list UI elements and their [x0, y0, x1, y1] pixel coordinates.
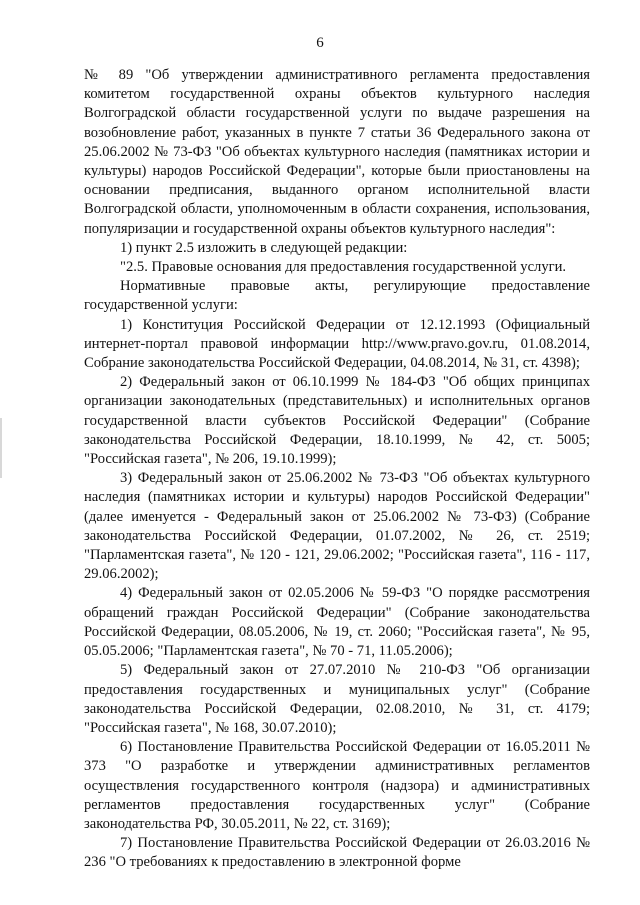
list-item-resolution-373: 6) Постановление Правительства Российской Федерации от 16.05.2011 № 373 "О разработке и утверждении административных регламентов осуществления государственного контроля (надзора) и административных регламентов предоставления государственных услуг" (Собрание законодательства РФ, 30.05.2011, № 22, ст. 3169); — [84, 739, 590, 832]
paragraph-legal-acts-intro: Нормативные правовые акты, регулирующие предоставление государственной услуги: — [84, 278, 590, 314]
list-item-law-73: 3) Федеральный закон от 25.06.2002 № 73-ФЗ "Об объектах культурного наследия (памятниках истории и культуры) народов Российской Федерации" (далее именуется - Федеральный закон от 25.06.2002 № 73-ФЗ) (Собрание законодательства Российской Федерации, 01.07.2002, № 26, ст. 2519; "Парламентская газета", № 120 - 121, 29.06.2002; "Российская газета", 116 - 117, 29.06.2002); — [84, 470, 590, 583]
paragraph-regulation-title: № 89 "Об утверждении административного регламента предоставления комитетом государственной охраны объектов культурного наследия Волгоградской области государственной услуги по выдаче разрешения на возобновление работ, указанных в пункте 7 статьи 36 Федерального закона от 25.06.2002 № 73-ФЗ "Об объектах культурного наследия (памятниках истории и культуры) народов Российской Федерации", которые были приостановлены на основании предписания, выданного органом исполнительной власти Волгоградской области, уполномоченным в области сохранения, использования, популяризации и государственной охраны объектов культурного наследия": — [84, 67, 590, 237]
page-number: 6 — [316, 35, 324, 51]
list-item-law-59: 4) Федеральный закон от 02.05.2006 № 59-ФЗ "О порядке рассмотрения обращений граждан Российской Федерации" (Собрание законодательства Российской Федерации, 08.05.2006, № 19, ст. 2060; "Российская газета", № 95, 05.05.2006; "Парламентская газета", № 70 - 71, 11.05.2006); — [84, 585, 590, 660]
paragraph-amendment-instruction: 1) пункт 2.5 изложить в следующей редакции: — [120, 239, 408, 256]
list-item-constitution: 1) Конституция Российской Федерации от 12.12.1993 (Официальный интернет-портал правовой информации http://www.pravo.gov.ru, 01.08.2014, Собрание законодательства Российской Федерации, 04.08.2014, № 31, ст. 4398); — [84, 316, 590, 372]
list-item-resolution-236: 7) Постановление Правительства Российской Федерации от 26.03.2016 № 236 "О требованиях к предоставлению в электронной форме — [84, 835, 590, 871]
document-body — [84, 66, 590, 873]
scan-edge-mark — [0, 418, 2, 478]
paragraph-section-heading: "2.5. Правовые основания для предоставления государственной услуги. — [120, 259, 567, 276]
list-item-law-210: 5) Федеральный закон от 27.07.2010 № 210-ФЗ "Об организации предоставления государственных и муниципальных услуг" (Собрание законодательства Российской Федерации, 02.08.2010, № 31, ст. 4179; "Российская газета", № 168, 30.07.2010); — [84, 662, 590, 736]
list-item-law-184: 2) Федеральный закон от 06.10.1999 № 184-ФЗ "Об общих принципах организации законодательных (представительных) и исполнительных органов государственной власти субъектов Российской Федерации" (Собрание законодательства Российской Федерации, 18.10.1999, № 42, ст. 5005; "Российская газета", № 206, 19.10.1999); — [84, 374, 590, 468]
